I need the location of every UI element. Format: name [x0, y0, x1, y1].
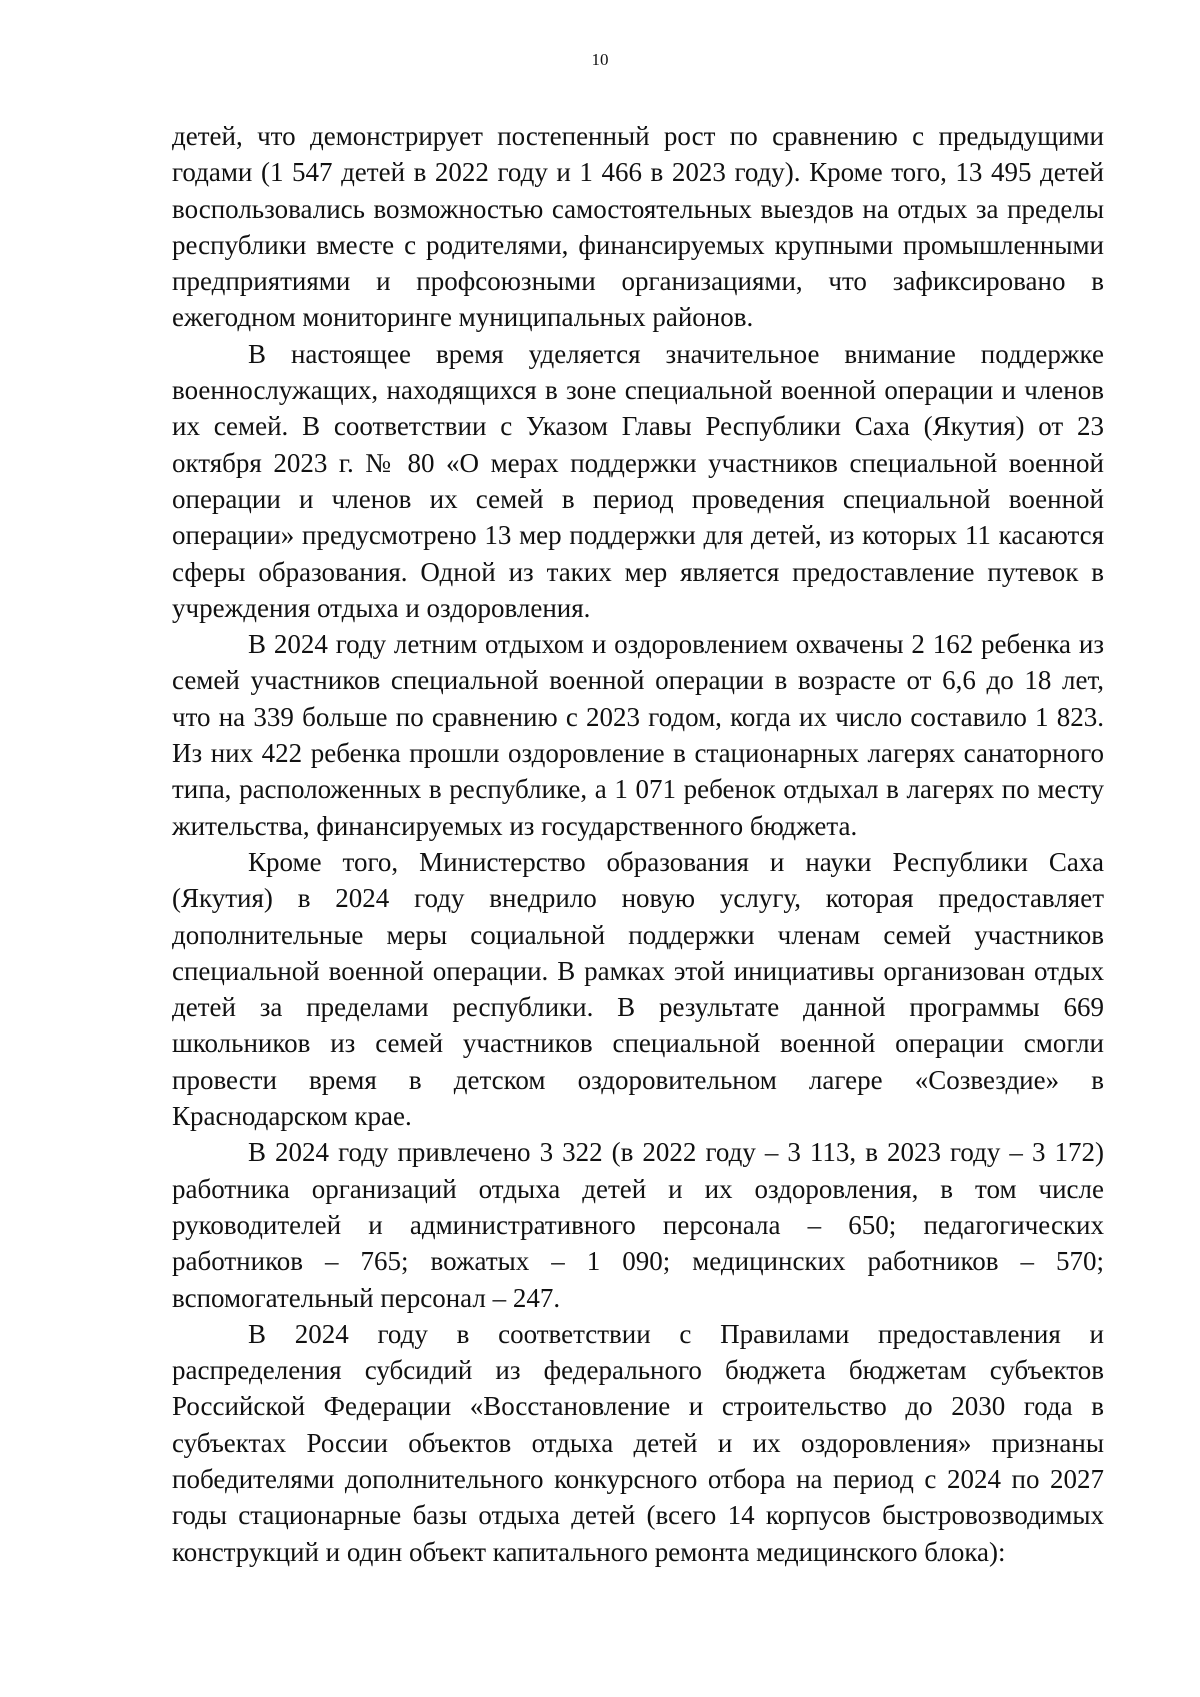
paragraph-subsidies: В 2024 году в соответствии с Правилами предоставления и распределения субсидий из федерального бюджета бюджетам субъектов Российской Федерации «Восстановление и строительство до 2030 года в субъектах России объектов отдыха детей и их оздоровления» признаны победителями дополнительного конкурсного отбора на период с 2024 по 2027 годы стационарные базы отдыха детей (всего 14 корпусов быстровозводимых конструкций и один объект капитального ремонта медицинского блока):: [172, 1318, 1104, 1567]
paragraph-continuation: детей, что демонстрирует постепенный рост по сравнению с предыдущими годами (1 547 детей в 2022 году и 1 466 в 2023 году). Кроме того, 13 495 детей воспользовались возможностью самостоятельных выездов на отдых за пределы республики вместе с родителями, финансируемых крупными промышленными предприятиями и профсоюзными организациями, что зафиксировано в ежегодном мониторинге муниципальных районов.: [172, 121, 1104, 333]
document-body: [172, 118, 1104, 1570]
paragraph-staff-count: В 2024 году привлечено 3 322 (в 2022 году – 3 113, в 2023 году – 3 172) работника организаций отдыха детей и их оздоровления, в том числе руководителей и административного персонала – 650; педагогических работников – 765; вожатых – 1 090; медицинских работников – 570; вспомогательный персонал – 247.: [172, 1137, 1104, 1313]
page-number: 10: [591, 50, 609, 69]
paragraph-svo-support: В настоящее время уделяется значительное внимание поддержке военнослужащих, находящихся в зоне специальной военной операции и членов их семей. В соответствии с Указом Главы Республики Саха (Якутия) от 23 октября 2023 г. № 80 «О мерах поддержки участников специальной военной операции и членов их семей в период проведения специальной военной операции» предусмотрено 13 мер поддержки для детей, из которых 11 касаются сферы образования. Одной из таких мер является предоставление путевок в учреждения отдыха и оздоровления.: [172, 338, 1104, 623]
paragraph-ministry-new-service: Кроме того, Министерство образования и науки Республики Саха (Якутия) в 2024 году внедрило новую услугу, которая предоставляет дополнительные меры социальной поддержки членам семей участников специальной военной операции. В рамках этой инициативы организован отдых детей за пределами республики. В результате данной программы 669 школьников из семей участников специальной военной операции смогли провести время в детском оздоровительном лагере «Созвездие» в Краснодарском крае.: [172, 846, 1104, 1132]
paragraph-summer-rest-2024: В 2024 году летним отдыхом и оздоровлением охвачены 2 162 ребенка из семей участников специальной военной операции в возрасте от 6,6 до 18 лет, что на 339 больше по сравнению с 2023 годом, когда их число составило 1 823. Из них 422 ребенка прошли оздоровление в стационарных лагерях санаторного типа, расположенных в республике, а 1 071 ребенок отдыхал в лагерях по месту жительства, финансируемых из государственного бюджета.: [172, 629, 1104, 841]
